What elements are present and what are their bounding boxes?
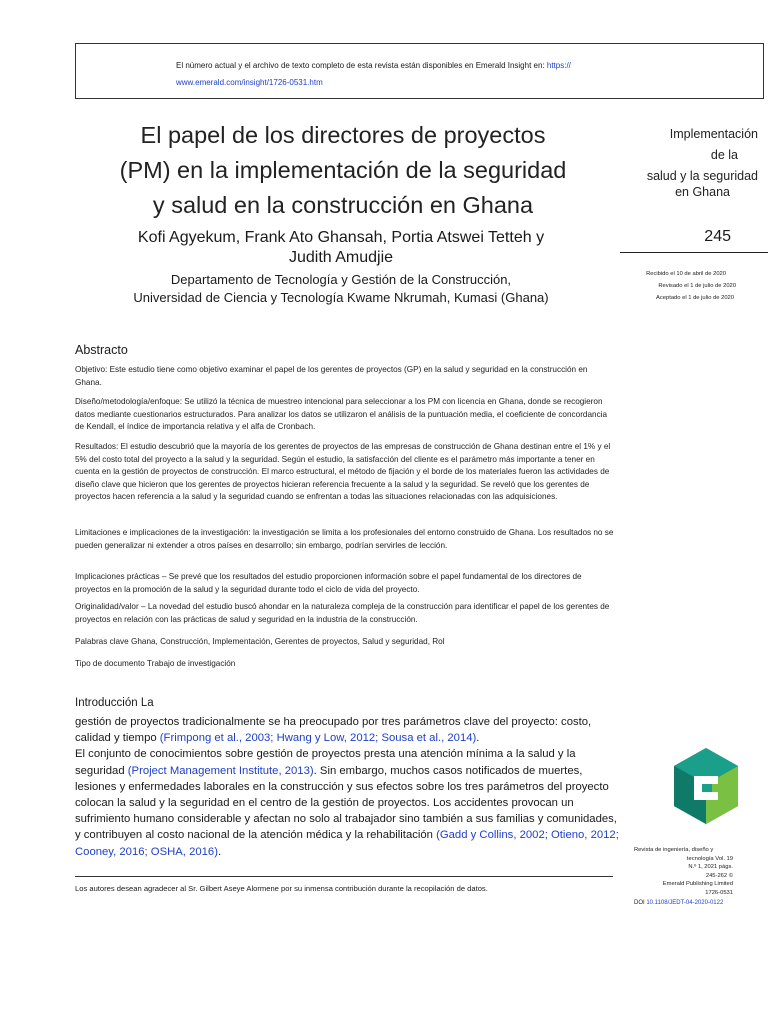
article-title: El papel de los directores de proyectos (PM) en la implementación de la seguridad y salud en la construcción en Ghana xyxy=(119,122,567,218)
citation-link[interactable]: (Project Management Institute, 2013) xyxy=(127,764,314,777)
page-number: 245 xyxy=(704,228,731,245)
document-type: Tipo de documento Trabajo de investigación xyxy=(75,659,236,668)
introduction-heading: Introducción La xyxy=(75,697,154,709)
acknowledgement-footnote: Los autores desean agradecer al Sr. Gilbert Aseye Alormene por su inmensa contribución durante la recopilación de datos. xyxy=(75,884,488,893)
submission-dates xyxy=(614,268,736,304)
citation-link[interactable]: (Frimpong et al., 2003; Hwang y Low, 2012; Sousa et al., 2014) xyxy=(159,732,477,745)
abstract-methodology: Diseño/metodología/enfoque: Se utilizó la técnica de muestreo intencional para seleccionar a los PM con licencia en Ghana, donde se recogieron datos mediante cuestionarios estructurados. Para analizar los datos se utilizaron el análisis de la puntuación media, el coeficiente de concordancia de Kendall, el índice de importancia relativa y el alfa de Cronbach. xyxy=(75,397,608,432)
abstract-results: Resultados: El estudio descubrió que la mayoría de los gerentes de proyectos de las empresas de construcción de Ghana destinan entre el 1% y el 5% del costo total del proyecto a la salud y la seguridad. Según el estudio, la satisfacción del cliente es el parámetro más importante a tener en cuenta en la gestión de proyectos de construcción. El marco estructural, el método de fijación y el borde de los materiales fueron las actividades de diseño clave que hicieron que los gerentes de proyectos hicieran referencia frecuente a la salud y la seguridad. Se reveló que los gerentes de proyectos hacen referencia a la salud y la seguridad cuando se enfrentan a todas las situaciones relacionadas con las adquisiciones. xyxy=(75,442,611,502)
footnote-divider xyxy=(75,876,613,877)
journal-citation-info: Revista de ingeniería, diseño y tecnología Vol. 19 N.º 1, 2021 págs. 245-262 © Emerald Publishing Limited 1726-0531 xyxy=(634,847,733,896)
abstract-practical-implications: Implicaciones prácticas – Se prevé que los resultados del estudio proporcionen información sobre el papel fundamental de los directores de proyectos en la promoción de la salud y la seguridad durante todo el ciclo de vida del proyecto. xyxy=(75,572,582,594)
availability-notice xyxy=(176,57,646,91)
revised-date: Revisado el 1 de julio de 2020 xyxy=(658,283,736,289)
publisher-logo-icon xyxy=(672,746,740,826)
citation-link[interactable]: (Gadd y Collins, 2002; Otieno, 2012; Cooney, 2016; OSHA, 2016) xyxy=(75,829,619,858)
received-date: Recibido el 10 de abril de 2020 xyxy=(646,271,726,277)
running-title: Implementación de la salud y la seguridad en Ghana xyxy=(646,127,758,199)
doi-link[interactable]: 10.1108/JEDT-04-2020-0122 xyxy=(646,900,724,906)
doi xyxy=(634,900,723,906)
abstract-originality: Originalidad/valor – La novedad del estudio buscó ahondar en la naturaleza compleja de la construcción para identificar el papel de los gerentes de proyectos en relación con las prácticas de salud y seguridad en la industria de la construcción. xyxy=(75,602,610,624)
notice-text: El número actual y el archivo de texto completo de esta revista están disponibles en Emerald Insight en: xyxy=(176,61,547,70)
accepted-date: Aceptado el 1 de julio de 2020 xyxy=(656,295,734,301)
sidebar-divider xyxy=(620,252,768,253)
journal-url-link[interactable]: https:// www.emerald.com/insight/1726-0531.htm xyxy=(176,61,571,87)
abstract-heading: Abstracto xyxy=(75,343,128,357)
doi-label: DOI xyxy=(634,900,647,906)
author-list: Kofi Agyekum, Frank Ato Ghansah, Portia Atswei Tetteh y Judith Amudjie xyxy=(137,229,545,266)
author-affiliation: Departamento de Tecnología y Gestión de la Construcción, Universidad de Ciencia y Tecnología Kwame Nkrumah, Kumasi (Ghana) xyxy=(133,272,549,305)
abstract-objective: Objetivo: Este estudio tiene como objetivo examinar el papel de los gerentes de proyectos (GP) en la salud y seguridad en la construcción en Ghana. xyxy=(75,365,588,387)
keywords: Palabras clave Ghana, Construcción, Implementación, Gerentes de proyectos, Salud y seguridad, Rol xyxy=(75,637,445,646)
introduction-body: gestión de proyectos tradicionalmente se ha preocupado por tres parámetros clave del proyecto: costo, calidad y tiempo (Frimpong et al., 2003; Hwang y Low, 2012; Sousa et al., 2014). El conjunto de conocimientos sobre gestión de proyectos presta una atención mínima a la salud y la seguridad (Project Management Institute, 2013). Sin embargo, muchos casos notificados de muertes, lesiones y enfermedades laborales en la construcción y sus efectos sobre los tres parámetros del proyecto colocan la salud y la seguridad en el centro de la gestión de proyectos. Los accidentes provocan un sufrimiento humano considerable y afectan no solo al trabajador sino también a sus familias y comunidades, y contribuyen al costo nacional de la atención médica y la rehabilitación (Gadd y Collins, 2002; Otieno, 2012; Cooney, 2016; OSHA, 2016). xyxy=(75,716,619,858)
abstract-limitations: Limitaciones e implicaciones de la investigación: la investigación se limita a los profesionales del entorno construido de Ghana. Los resultados no se pueden generalizar ni extender a otros países en desarrollo; sin embargo, podrían servirles de lección. xyxy=(75,528,614,550)
